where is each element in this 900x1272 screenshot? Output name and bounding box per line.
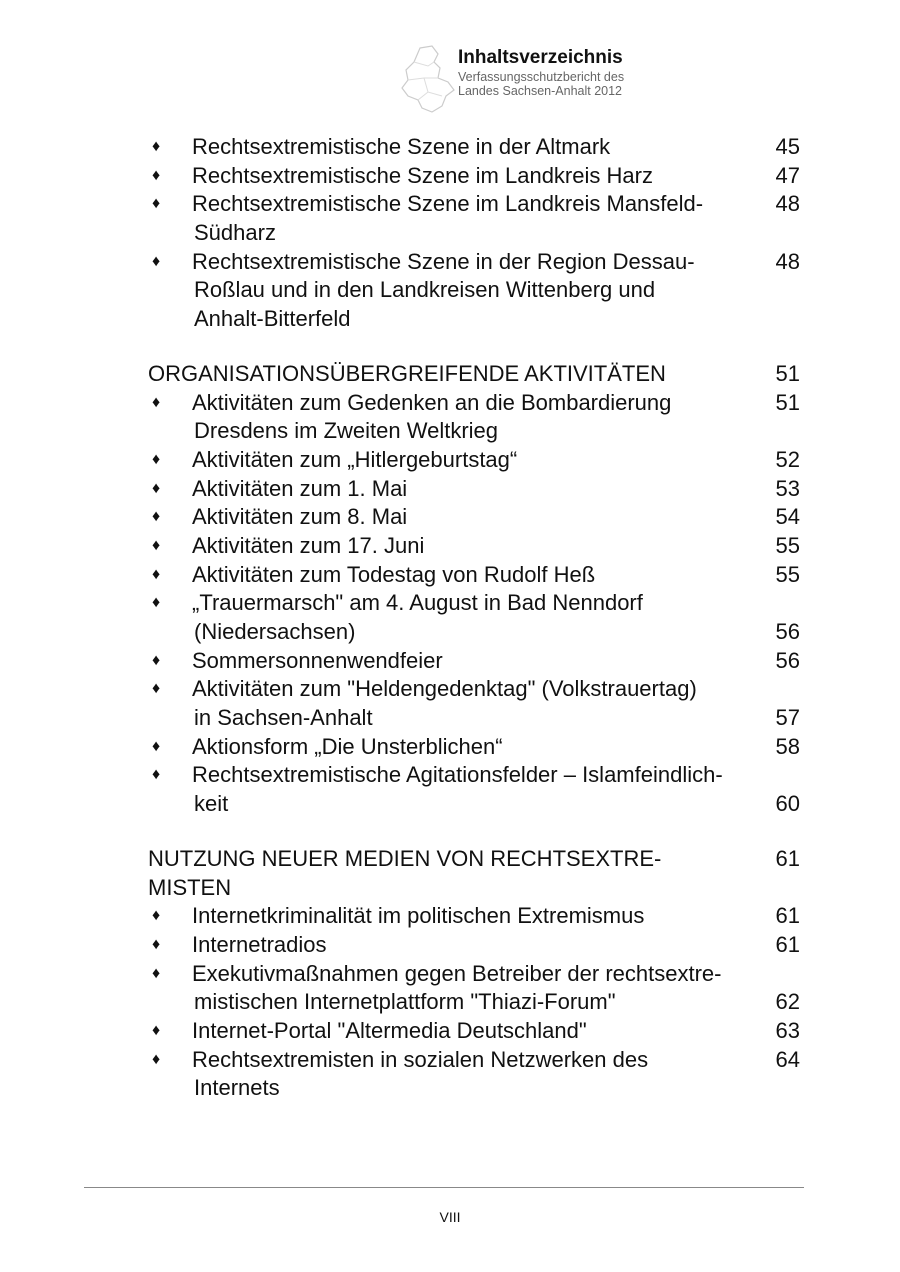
toc-entry-line	[0, 647, 900, 676]
toc-entry-text: Roßlau und in den Landkreisen Wittenberg und	[194, 277, 656, 303]
subtitle-line: Landes Sachsen-Anhalt 2012	[458, 84, 623, 98]
toc-section	[0, 819, 900, 1103]
page-ref: 51	[775, 389, 800, 415]
diamond-bullet-icon: ♦	[152, 935, 161, 953]
toc-entry-line	[0, 1074, 900, 1103]
toc-entry-text: Internets	[194, 1075, 280, 1101]
section-heading-text: ORGANISATIONSÜBERGREIFENDE AKTIVITÄTEN	[148, 360, 666, 386]
diamond-bullet-icon: ♦	[152, 393, 161, 411]
section-heading-text: MISTEN	[148, 874, 232, 900]
toc-entry-text: Aktivitäten zum 8. Mai	[192, 504, 408, 530]
section-heading-text: NUTZUNG NEUER MEDIEN VON RECHTSEXTRE-	[148, 845, 662, 871]
header-subtitle	[458, 70, 624, 98]
diamond-bullet-icon: ♦	[152, 195, 161, 213]
page-ref: 61	[775, 931, 800, 957]
header-title: Inhaltsverzeichnis	[458, 47, 623, 68]
page-ref: 58	[775, 733, 800, 759]
toc-entry-line	[0, 1046, 900, 1075]
toc-entry-line	[0, 417, 900, 446]
toc-entry-text: mistischen Internetplattform "Thiazi-Forum"	[194, 989, 616, 1015]
page-ref: 55	[775, 561, 800, 587]
toc-entry-text: Aktivitäten zum 1. Mai	[192, 475, 408, 501]
toc-entry-line	[0, 675, 900, 704]
toc-entry-text: Rechtsextremistische Szene im Landkreis Harz	[192, 162, 653, 188]
toc-entry-text: Aktivitäten zum Todestag von Rudolf Heß	[192, 561, 596, 587]
toc-entry-line	[0, 248, 900, 277]
state-map-logo	[398, 44, 458, 116]
diamond-bullet-icon: ♦	[152, 680, 161, 698]
page-number: VIII	[439, 1209, 461, 1225]
page-ref: 53	[775, 475, 800, 501]
subtitle-line: Verfassungsschutzbericht des	[458, 70, 625, 84]
toc-entry-text: Internetradios	[192, 931, 327, 957]
page-ref: 56	[775, 647, 800, 673]
toc-entry-line	[0, 133, 900, 162]
toc-entry-text: Aktivitäten zum „Hitlergeburtstag“	[192, 446, 518, 472]
toc-entry-line	[0, 276, 900, 305]
toc-entry-text: (Niedersachsen)	[194, 619, 356, 644]
section-heading	[0, 360, 900, 389]
toc-entry-line	[0, 988, 900, 1017]
toc-entry-line	[0, 761, 900, 790]
toc-entry-text: Aktivitäten zum 17. Juni	[192, 532, 425, 558]
toc-entry-text: keit	[194, 791, 229, 817]
toc-entry-line	[0, 446, 900, 475]
page-ref: 48	[775, 248, 800, 274]
toc-entry-line	[0, 475, 900, 504]
toc-entry-text: in Sachsen-Anhalt	[194, 705, 373, 731]
page-ref: 55	[775, 532, 800, 558]
toc-entry-line	[0, 532, 900, 561]
diamond-bullet-icon: ♦	[152, 138, 161, 155]
page-ref: 64	[775, 1046, 800, 1072]
section-heading	[0, 874, 900, 903]
toc-section	[0, 133, 900, 334]
toc-entry-text: Südharz	[194, 220, 276, 246]
page-ref: 63	[775, 1017, 800, 1043]
toc-entry-text: Rechtsextremistische Szene im Landkreis Mansfeld-	[192, 191, 704, 217]
diamond-bullet-icon: ♦	[152, 594, 161, 612]
toc-entry-text: Internetkriminalität im politischen Extremismus	[192, 903, 645, 929]
diamond-bullet-icon: ♦	[152, 737, 161, 755]
toc-entry-line	[0, 389, 900, 418]
diamond-bullet-icon: ♦	[152, 964, 161, 982]
toc-entry-line	[0, 1017, 900, 1046]
page-ref: 56	[775, 619, 800, 644]
toc-entry-text: Exekutivmaßnahmen gegen Betreiber der rechtsextre-	[192, 960, 722, 986]
toc-entry-text: Aktivitäten zum "Heldengedenktag" (Volkstrauertag)	[192, 676, 697, 702]
toc-entry-text: Aktivitäten zum Gedenken an die Bombardierung	[192, 389, 672, 415]
toc-entry-line	[0, 589, 900, 618]
page-ref: 52	[775, 446, 800, 472]
toc-entry-text: Rechtsextremisten in sozialen Netzwerken des	[192, 1046, 649, 1072]
page-ref: 61	[775, 845, 800, 871]
section-gap	[0, 334, 900, 360]
diamond-bullet-icon: ♦	[152, 1050, 161, 1068]
toc-entry-text: Rechtsextremistische Szene in der Region Dessau-	[192, 248, 695, 274]
page-ref: 45	[775, 134, 800, 159]
toc-entry-line	[0, 503, 900, 532]
toc-entry-text: Internet-Portal "Altermedia Deutschland"	[192, 1017, 587, 1043]
page-ref: 61	[775, 903, 800, 929]
toc-entry-text: Aktionsform „Die Unsterblichen“	[192, 733, 503, 759]
diamond-bullet-icon: ♦	[152, 651, 161, 669]
toc-entry-line	[0, 960, 900, 989]
toc-entry-line	[0, 561, 900, 590]
diamond-bullet-icon: ♦	[152, 166, 161, 184]
diamond-bullet-icon: ♦	[152, 1021, 161, 1039]
toc-entry-text: Rechtsextremistische Szene in der Altmark	[192, 134, 611, 159]
page-ref: 54	[775, 504, 800, 530]
toc-entry-line	[0, 733, 900, 762]
toc-section	[0, 334, 900, 819]
toc-entry-line	[0, 790, 900, 819]
page-ref: 48	[775, 191, 800, 217]
diamond-bullet-icon: ♦	[152, 766, 161, 784]
toc-entry-line	[0, 190, 900, 219]
diamond-bullet-icon: ♦	[152, 907, 161, 925]
page-ref: 60	[775, 791, 800, 817]
toc-entry-line	[0, 902, 900, 931]
toc-entry-line	[0, 931, 900, 960]
page-ref: 51	[775, 360, 800, 386]
toc-entry-text: Dresdens im Zweiten Weltkrieg	[194, 418, 499, 444]
toc-entry-line	[0, 219, 900, 248]
section-heading	[0, 845, 900, 874]
toc-entry-line	[0, 162, 900, 191]
toc-entry-line	[0, 305, 900, 334]
diamond-bullet-icon: ♦	[152, 252, 161, 270]
toc-entry-text: Rechtsextremistische Agitationsfelder – Islamfeindlich-	[192, 762, 723, 788]
diamond-bullet-icon: ♦	[152, 450, 161, 468]
toc-entry-line	[0, 704, 900, 733]
toc-entry-line	[0, 618, 900, 647]
toc-entry-text: Anhalt-Bitterfeld	[194, 306, 351, 332]
page-ref: 57	[775, 705, 800, 731]
diamond-bullet-icon: ♦	[152, 536, 161, 554]
page-ref: 62	[775, 989, 800, 1015]
toc-entry-text: „Trauermarsch" am 4. August in Bad Nenndorf	[192, 590, 643, 616]
page-ref: 47	[775, 162, 800, 188]
diamond-bullet-icon: ♦	[152, 479, 161, 497]
toc-entry-text: Sommersonnenwendfeier	[192, 647, 443, 673]
diamond-bullet-icon: ♦	[152, 508, 161, 526]
footer-divider	[84, 1187, 804, 1188]
section-gap	[0, 819, 900, 845]
table-of-contents	[0, 133, 900, 1103]
diamond-bullet-icon: ♦	[152, 565, 161, 583]
